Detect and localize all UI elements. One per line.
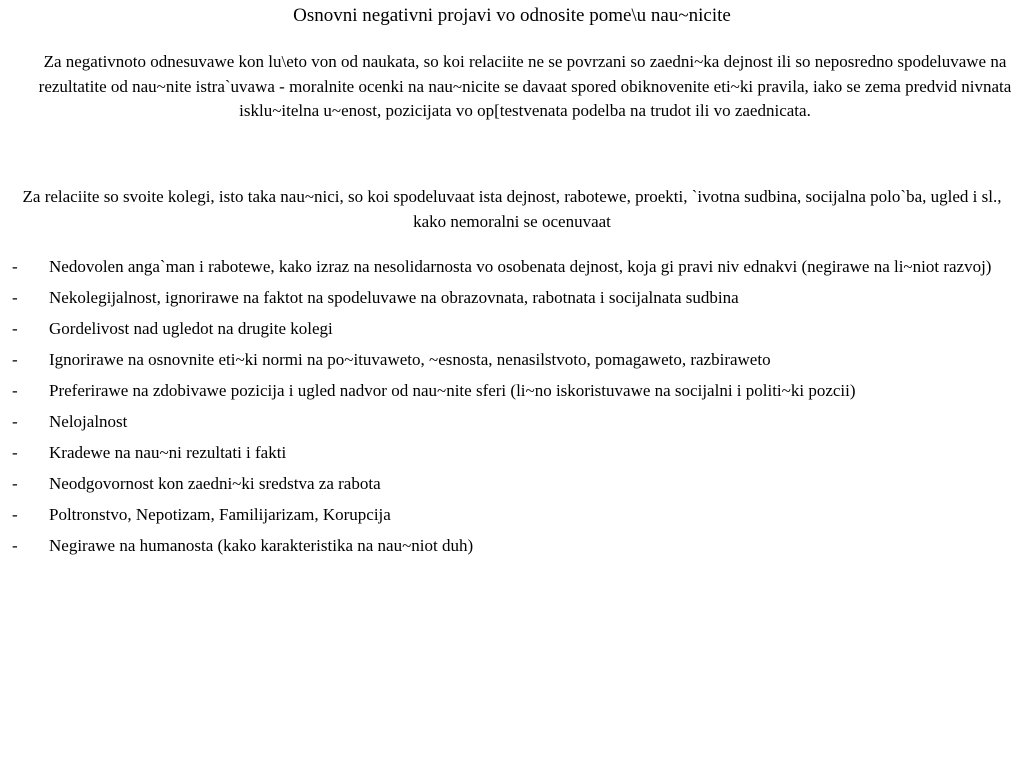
intro-paragraph: Za negativnoto odnesuvawe kon lu\eto von od naukata, so koi relaciite ne se povrzani so zaedni~ka dejnost ili so neposredno spodeluvawe na rezultatite od nau~nite istra`uvawa - moralnite ocenki na nau~nicite se davaat spored obiknovenite eti~ki pravila, iako se zema predvid nivnata isklu~itelna u~enost, pozicijata vo op[testvenata podelba na trudot ili vo zaednicata. (38, 52, 1012, 120)
list-item-text: Neodgovornost kon zaedni~ki sredstva za rabota (49, 474, 381, 493)
colleagues-paragraph: Za relaciite so svoite kolegi, isto taka nau~nici, so koi spodeluvaat ista dejnost, rabotewe, proekti, `ivotna sudbina, socijalna polo`ba, ugled i sl., kako nemoralni se ocenuvaat (22, 187, 1002, 231)
list-item (0, 534, 1010, 559)
list-item (0, 379, 1010, 404)
list-item (0, 410, 1010, 435)
list-item-text: Nekolegijalnost, ignorirawe na faktot na spodeluvawe na obrazovnata, rabotnata i socijalnata sudbina (49, 288, 739, 307)
list-item (0, 286, 1010, 311)
bullet-dash: - (12, 319, 18, 338)
list-item-text: Ignorirawe na osnovnite eti~ki normi na po~ituvaweto, ~esnosta, nenasilstvoto, pomagaweto, razbiraweto (49, 350, 771, 369)
list-item-text: Gordelivost nad ugledot na drugite kolegi (49, 319, 333, 338)
list-item (0, 348, 1010, 373)
list-item (0, 472, 1010, 497)
list-item-text: Kradewe na nau~ni rezultati i fakti (49, 443, 287, 462)
bullet-dash: - (12, 288, 18, 307)
list-item (0, 441, 1010, 466)
list-item (0, 255, 1010, 280)
list-item-text: Preferirawe na zdobivawe pozicija i ugled nadvor od nau~nite sferi (li~no iskoristuvawe na socijalni i politi~ki pozcii) (49, 381, 856, 400)
slide-title: Osnovni negativni projavi vo odnosite pome\u nau~nicite (293, 5, 731, 26)
list-item-text: Poltronstvo, Nepotizam, Familijarizam, Korupcija (49, 505, 391, 524)
bullet-dash: - (12, 412, 18, 431)
list-item (0, 503, 1010, 528)
bullet-dash: - (12, 350, 18, 369)
list-item-text: Negirawe na humanosta (kako karakteristika na nau~niot duh) (49, 536, 474, 555)
bullet-dash: - (12, 443, 18, 462)
list-item-text: Nedovolen anga`man i rabotewe, kako izraz na nesolidarnosta vo osobenata dejnost, koja gi pravi niv ednakvi (negirawe na li~niot razvoj) (49, 257, 992, 276)
bullet-dash: - (12, 257, 18, 276)
bullet-dash: - (12, 474, 18, 493)
negative-manifestations-list (0, 255, 1010, 565)
bullet-dash: - (12, 505, 18, 524)
bullet-dash: - (12, 381, 18, 400)
list-item-text: Nelojalnost (49, 412, 128, 431)
bullet-dash: - (12, 536, 18, 555)
list-item (0, 317, 1010, 342)
